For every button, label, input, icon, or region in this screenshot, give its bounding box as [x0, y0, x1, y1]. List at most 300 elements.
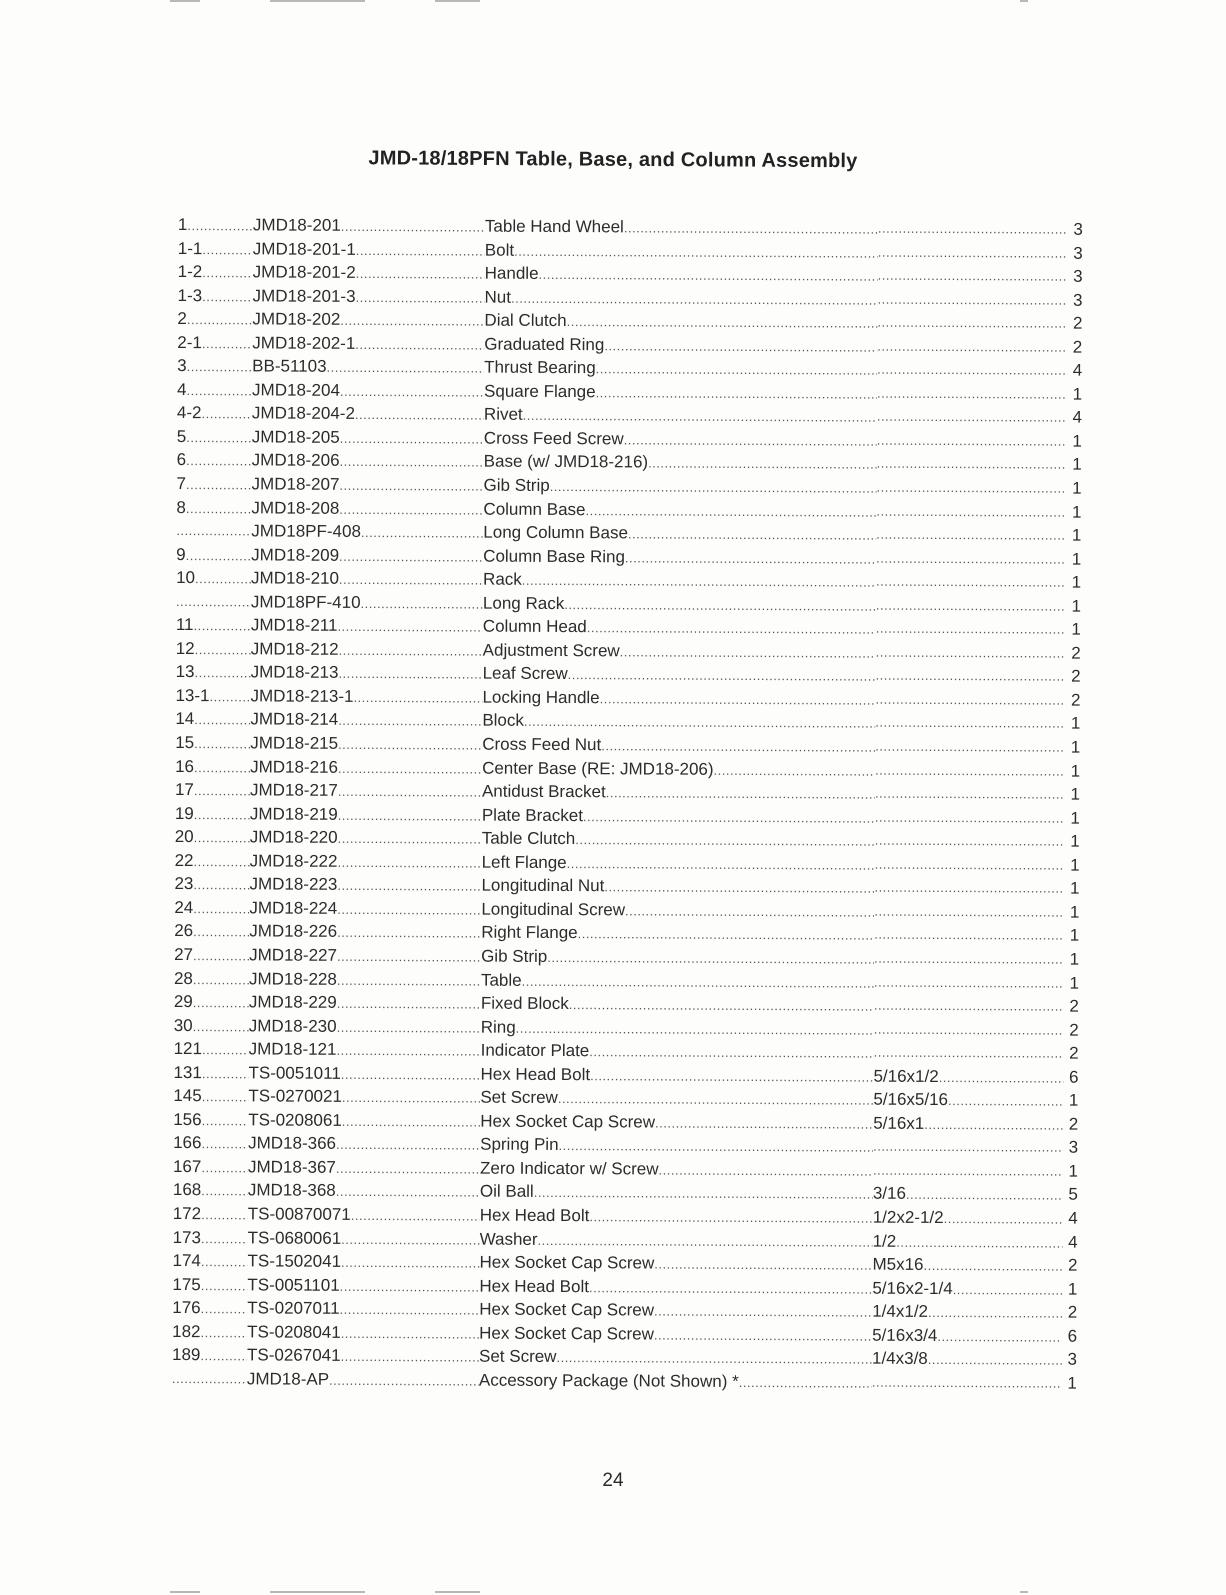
dot-leader	[625, 546, 876, 570]
part-quantity: 1	[1070, 948, 1080, 972]
dot-leader	[516, 1016, 874, 1040]
part-description-cell	[482, 827, 875, 853]
part-index-cell	[176, 613, 251, 637]
part-index: 131	[173, 1061, 201, 1085]
dot-leader	[739, 1371, 872, 1394]
part-index: 9	[176, 543, 186, 567]
part-description: Indicator Plate	[481, 1039, 590, 1063]
dot-leader	[326, 356, 484, 379]
part-description-cell	[482, 803, 875, 829]
part-description: Accessory Package (Not Shown) *	[479, 1368, 739, 1393]
part-quantity-cell	[1067, 335, 1082, 359]
page-title: JMD-18/18PFN Table, Base, and Column Assembly	[368, 147, 858, 173]
part-index: 1-3	[178, 284, 203, 308]
dot-leader	[340, 450, 484, 473]
part-number-cell	[247, 1273, 479, 1298]
dot-leader	[601, 734, 875, 758]
dot-leader	[186, 379, 252, 402]
dot-leader	[878, 264, 1068, 289]
part-number: JMD18-367	[248, 1155, 336, 1179]
part-description: Bolt	[485, 238, 514, 262]
dot-leader	[522, 569, 876, 593]
part-size-cell	[872, 1300, 1062, 1325]
part-quantity: 2	[1069, 1112, 1079, 1136]
part-description-cell	[481, 1039, 874, 1065]
part-quantity-cell	[1064, 948, 1079, 972]
dot-leader	[337, 1015, 481, 1038]
part-quantity-cell	[1065, 759, 1080, 783]
part-number-cell	[249, 990, 481, 1015]
part-index-cell	[177, 354, 252, 378]
part-number: JMD18-366	[248, 1132, 336, 1156]
part-quantity-cell	[1063, 1183, 1078, 1207]
part-number-cell	[250, 731, 482, 756]
part-number: JMD18-217	[250, 779, 338, 803]
part-number-cell	[247, 1320, 479, 1345]
dot-leader	[589, 1276, 872, 1300]
part-index: 4-2	[177, 401, 202, 425]
part-quantity: 2	[1071, 665, 1081, 689]
dot-leader	[654, 1253, 872, 1277]
part-quantity-cell	[1067, 406, 1082, 430]
part-number-cell	[252, 378, 484, 403]
part-number-cell	[248, 1202, 480, 1227]
part-quantity: 4	[1068, 1207, 1078, 1231]
part-size-cell	[873, 1206, 1063, 1231]
part-size: 5/16x5/16	[873, 1088, 948, 1112]
part-description: Leaf Screw	[483, 662, 568, 686]
part-description: Plate Bracket	[482, 803, 583, 827]
dot-leader	[896, 1230, 1062, 1253]
part-quantity-cell	[1063, 1065, 1078, 1089]
dot-leader	[924, 1113, 1063, 1136]
dot-leader	[356, 262, 485, 285]
part-index-cell	[174, 1014, 249, 1038]
dot-leader	[877, 429, 1067, 454]
dot-leader	[341, 215, 485, 238]
dot-leader	[872, 1370, 1062, 1395]
part-quantity: 4	[1068, 1230, 1078, 1254]
dot-leader	[195, 638, 251, 661]
part-quantity-cell	[1062, 1348, 1077, 1372]
part-number-cell	[252, 308, 484, 333]
part-number-cell	[251, 637, 483, 662]
dot-leader	[874, 1041, 1064, 1066]
part-quantity: 4	[1073, 359, 1083, 383]
part-number-cell	[250, 779, 482, 804]
dot-leader	[201, 1132, 248, 1155]
part-size-cell	[875, 735, 1065, 760]
part-number: JMD18-204-2	[252, 402, 355, 426]
part-size: 5/16x2-1/4	[872, 1276, 952, 1300]
part-number: JMD18-213-1	[250, 684, 353, 708]
dot-leader	[201, 1203, 248, 1226]
part-description-cell	[482, 780, 875, 806]
part-number-cell	[248, 1226, 480, 1251]
part-index-cell	[174, 943, 249, 967]
part-index: 29	[174, 990, 193, 1014]
dot-leader	[874, 994, 1064, 1019]
part-quantity: 3	[1069, 1136, 1079, 1160]
part-number-cell	[248, 1155, 480, 1180]
dot-leader	[624, 428, 877, 452]
part-index: 19	[175, 802, 194, 826]
dot-leader	[875, 711, 1065, 736]
dot-leader	[550, 475, 877, 499]
dot-leader	[201, 1250, 248, 1273]
part-number-cell	[251, 496, 483, 521]
part-description: Rack	[483, 568, 522, 592]
dot-leader	[874, 876, 1064, 901]
part-number: TS-00870071	[248, 1202, 351, 1226]
part-quantity-cell	[1064, 971, 1079, 995]
dot-leader	[564, 593, 876, 617]
part-number-cell	[248, 1061, 480, 1086]
part-number-cell	[247, 1367, 479, 1392]
page-number: 24	[602, 1470, 624, 1491]
part-number-cell	[251, 567, 483, 592]
part-size: 1/2	[873, 1229, 897, 1253]
part-quantity: 1	[1072, 547, 1082, 571]
part-index: 166	[173, 1131, 201, 1155]
dot-leader	[337, 898, 481, 921]
part-quantity-cell	[1062, 1301, 1077, 1325]
part-description-cell	[479, 1274, 872, 1300]
part-size-cell	[874, 923, 1064, 948]
part-quantity-cell	[1066, 665, 1081, 689]
part-size-cell	[876, 641, 1066, 666]
part-index-cell	[177, 331, 252, 355]
part-index-cell	[172, 1249, 247, 1273]
dot-leader	[338, 756, 482, 779]
part-number: JMD18-224	[249, 896, 337, 920]
part-index-cell	[172, 1367, 247, 1391]
part-index-cell	[173, 1084, 248, 1108]
dot-leader	[338, 733, 482, 756]
part-number: JMD18-204	[252, 378, 340, 402]
part-quantity-cell	[1067, 312, 1082, 336]
part-number-cell	[252, 355, 484, 380]
part-description: Longitudinal Screw	[481, 897, 625, 921]
part-size-cell	[877, 311, 1067, 336]
part-number: JMD18-228	[249, 967, 337, 991]
part-number: JMD18-213	[251, 661, 339, 685]
part-quantity-cell	[1063, 1136, 1078, 1160]
part-index: 175	[172, 1273, 200, 1297]
part-index: 7	[177, 472, 187, 496]
dot-leader	[351, 1204, 480, 1227]
part-size: 3/16	[873, 1182, 906, 1206]
dot-leader	[341, 1227, 480, 1250]
dot-leader	[523, 404, 877, 428]
part-size: 5/16x1	[873, 1111, 924, 1135]
part-size-cell	[877, 334, 1067, 359]
dot-leader	[353, 686, 482, 709]
part-number: JMD18-226	[249, 920, 337, 944]
part-description: Column Base	[483, 497, 585, 521]
dot-leader	[547, 946, 874, 970]
part-description: Dial Clutch	[484, 309, 566, 333]
part-quantity: 2	[1071, 642, 1081, 666]
dot-leader	[194, 779, 250, 802]
part-index-cell	[177, 307, 252, 331]
dot-leader	[186, 450, 252, 473]
dot-leader	[193, 850, 249, 873]
part-number: JMD18-220	[250, 826, 338, 850]
dot-leader	[194, 756, 250, 779]
part-quantity-cell	[1066, 594, 1081, 618]
part-size: 1/4x3/8	[872, 1347, 928, 1371]
part-description: Long Rack	[483, 591, 564, 615]
part-index: 189	[172, 1343, 200, 1367]
dot-leader	[187, 214, 253, 237]
part-quantity-cell	[1065, 806, 1080, 830]
dot-leader	[538, 263, 877, 287]
dot-leader	[877, 311, 1067, 336]
part-quantity: 1	[1070, 806, 1080, 830]
part-index-cell	[177, 472, 252, 496]
part-quantity: 6	[1069, 1065, 1079, 1089]
dot-leader	[337, 968, 481, 991]
part-index: 13-1	[175, 684, 209, 708]
part-size-cell	[873, 1088, 1063, 1113]
dot-leader	[202, 1109, 249, 1132]
part-index-cell	[174, 872, 249, 896]
part-index: 17	[175, 778, 194, 802]
part-size: 5/16x1/2	[873, 1064, 938, 1088]
part-number-cell	[251, 614, 483, 639]
part-description: Longitudinal Nut	[481, 874, 604, 898]
dot-leader	[511, 286, 878, 310]
part-quantity-cell	[1064, 901, 1079, 925]
part-description: Right Flange	[481, 921, 578, 945]
dot-leader	[193, 991, 249, 1014]
part-quantity-cell	[1064, 877, 1079, 901]
part-description: Washer	[480, 1227, 538, 1251]
part-number-cell	[251, 590, 483, 615]
part-description-cell	[479, 1321, 872, 1347]
part-description: Antidust Bracket	[482, 780, 606, 804]
part-quantity-cell	[1062, 1254, 1077, 1278]
dot-leader	[875, 805, 1065, 830]
dot-leader	[186, 473, 252, 496]
dot-leader	[522, 969, 874, 993]
dot-leader	[209, 685, 250, 708]
dot-leader	[876, 523, 1066, 548]
part-quantity: 1	[1070, 853, 1080, 877]
dot-leader	[876, 664, 1066, 689]
dot-leader	[187, 355, 253, 378]
dot-leader	[590, 1064, 873, 1088]
dot-leader	[928, 1348, 1062, 1371]
part-index: 8	[176, 496, 186, 520]
part-index: 12	[176, 637, 195, 661]
part-description: Handle	[485, 262, 539, 286]
dot-leader	[923, 1254, 1062, 1277]
part-description-cell	[480, 1133, 873, 1159]
part-quantity: 1	[1072, 453, 1082, 477]
dot-leader	[202, 1038, 249, 1061]
part-size-cell	[875, 782, 1065, 807]
dot-leader	[877, 381, 1067, 406]
part-description-cell	[480, 1062, 873, 1088]
part-description: Adjustment Screw	[483, 638, 620, 662]
part-number-cell	[249, 873, 481, 898]
part-size-cell	[876, 664, 1066, 689]
part-number-cell	[248, 1132, 480, 1157]
dot-leader	[341, 1322, 480, 1345]
dot-leader	[338, 662, 482, 685]
scan-artifact-top	[170, 0, 1090, 4]
dot-leader	[589, 1205, 872, 1229]
part-description: Hex Head Bolt	[480, 1204, 590, 1228]
part-quantity-cell	[1066, 641, 1081, 665]
dot-leader	[201, 1274, 248, 1297]
part-size-cell	[876, 546, 1066, 571]
dot-leader	[361, 592, 484, 615]
dot-leader	[575, 828, 875, 852]
part-index-cell	[174, 896, 249, 920]
part-quantity: 1	[1073, 383, 1083, 407]
part-quantity: 1	[1071, 759, 1081, 783]
part-quantity: 1	[1072, 477, 1082, 501]
dot-leader	[648, 452, 877, 476]
part-size-cell	[874, 1041, 1064, 1066]
part-index-cell	[178, 213, 253, 237]
dot-leader	[176, 519, 251, 543]
part-quantity: 5	[1068, 1183, 1078, 1207]
part-description: Fixed Block	[481, 992, 569, 1016]
part-description: Square Flange	[484, 379, 596, 403]
parts-list	[172, 213, 1083, 1395]
part-description-cell	[482, 686, 875, 712]
part-index-cell	[173, 1202, 248, 1226]
dot-leader	[874, 970, 1064, 995]
part-description-cell	[481, 874, 874, 900]
part-description: Hex Socket Cap Screw	[480, 1109, 655, 1133]
part-description-cell	[485, 262, 878, 288]
part-index: 4	[177, 378, 187, 402]
part-size-cell	[877, 381, 1067, 406]
part-size-cell	[874, 970, 1064, 995]
part-quantity-cell	[1063, 1160, 1078, 1184]
dot-leader	[201, 1297, 248, 1320]
part-description-cell	[483, 638, 876, 664]
part-description-cell	[483, 497, 876, 523]
dot-leader	[875, 735, 1065, 760]
part-quantity-cell	[1064, 995, 1079, 1019]
part-index-cell	[172, 1296, 247, 1320]
dot-leader	[201, 1227, 248, 1250]
part-quantity-cell	[1068, 265, 1083, 289]
part-size-cell	[872, 1347, 1062, 1372]
part-description: Column Head	[483, 615, 587, 639]
dot-leader	[194, 732, 250, 755]
part-description: Cross Feed Nut	[482, 733, 601, 757]
part-quantity-cell	[1064, 1042, 1079, 1066]
part-index: 28	[174, 966, 193, 990]
part-description-cell	[483, 544, 876, 570]
part-number-cell	[250, 684, 482, 709]
part-description: Gib Strip	[481, 945, 547, 969]
part-index: 24	[174, 896, 193, 920]
part-quantity-cell	[1064, 924, 1079, 948]
part-description-cell	[479, 1368, 872, 1394]
part-index: 26	[174, 919, 193, 943]
dot-leader	[355, 333, 484, 356]
part-number-cell	[253, 260, 485, 285]
part-number-cell	[250, 708, 482, 733]
part-quantity-cell	[1067, 288, 1082, 312]
part-number-cell	[251, 661, 483, 686]
part-size-cell	[872, 1323, 1062, 1348]
dot-leader	[201, 1156, 248, 1179]
part-quantity-cell	[1062, 1324, 1077, 1348]
dot-leader	[356, 238, 485, 261]
dot-leader	[337, 945, 481, 968]
part-size-cell	[876, 617, 1066, 642]
part-size-cell	[877, 405, 1067, 430]
part-description-cell	[479, 1345, 872, 1371]
part-number-cell	[251, 543, 483, 568]
dot-leader	[624, 216, 878, 240]
part-index-cell	[176, 660, 251, 684]
part-number: JMD18-212	[251, 637, 339, 661]
part-description: Hex Head Bolt	[479, 1274, 589, 1298]
part-number-cell	[248, 1179, 480, 1204]
part-quantity-cell	[1063, 1089, 1078, 1113]
dot-leader	[873, 1159, 1063, 1184]
part-number: JMD18-227	[249, 943, 337, 967]
dot-leader	[193, 897, 249, 920]
part-description: Column Base Ring	[483, 544, 625, 568]
part-number-cell	[252, 425, 484, 450]
dot-leader	[193, 968, 249, 991]
part-quantity: 1	[1071, 594, 1081, 618]
dot-leader	[337, 615, 482, 638]
dot-leader	[628, 522, 877, 546]
dot-leader	[878, 240, 1068, 265]
parts-row	[172, 1367, 1077, 1395]
part-quantity-cell	[1062, 1277, 1077, 1301]
dot-leader	[875, 688, 1065, 713]
part-number: TS-0680061	[248, 1226, 342, 1250]
part-index-cell	[175, 849, 250, 873]
dot-leader	[558, 1087, 874, 1111]
part-description-cell	[481, 992, 874, 1018]
part-quantity: 1	[1068, 1277, 1078, 1301]
part-size-cell	[878, 217, 1068, 242]
part-index-cell	[173, 1131, 248, 1155]
part-description-cell	[480, 1109, 873, 1135]
part-size: M5x16	[872, 1253, 923, 1277]
part-number-cell	[252, 472, 484, 497]
part-number: TS-0270021	[248, 1085, 342, 1109]
part-description: Thrust Bearing	[484, 356, 596, 380]
part-number: JMD18-368	[248, 1179, 336, 1203]
dot-leader	[361, 521, 484, 544]
part-quantity: 2	[1068, 1254, 1078, 1278]
part-index-cell	[176, 543, 251, 567]
part-quantity-cell	[1065, 830, 1080, 854]
part-quantity: 2	[1069, 1018, 1079, 1042]
part-number: BB-51103	[252, 355, 326, 379]
part-index: 30	[174, 1014, 193, 1038]
part-size-cell	[873, 1111, 1063, 1136]
part-number: JMD18-215	[250, 731, 338, 755]
part-description: Locking Handle	[482, 686, 599, 710]
part-number: JMD18-211	[251, 614, 338, 638]
